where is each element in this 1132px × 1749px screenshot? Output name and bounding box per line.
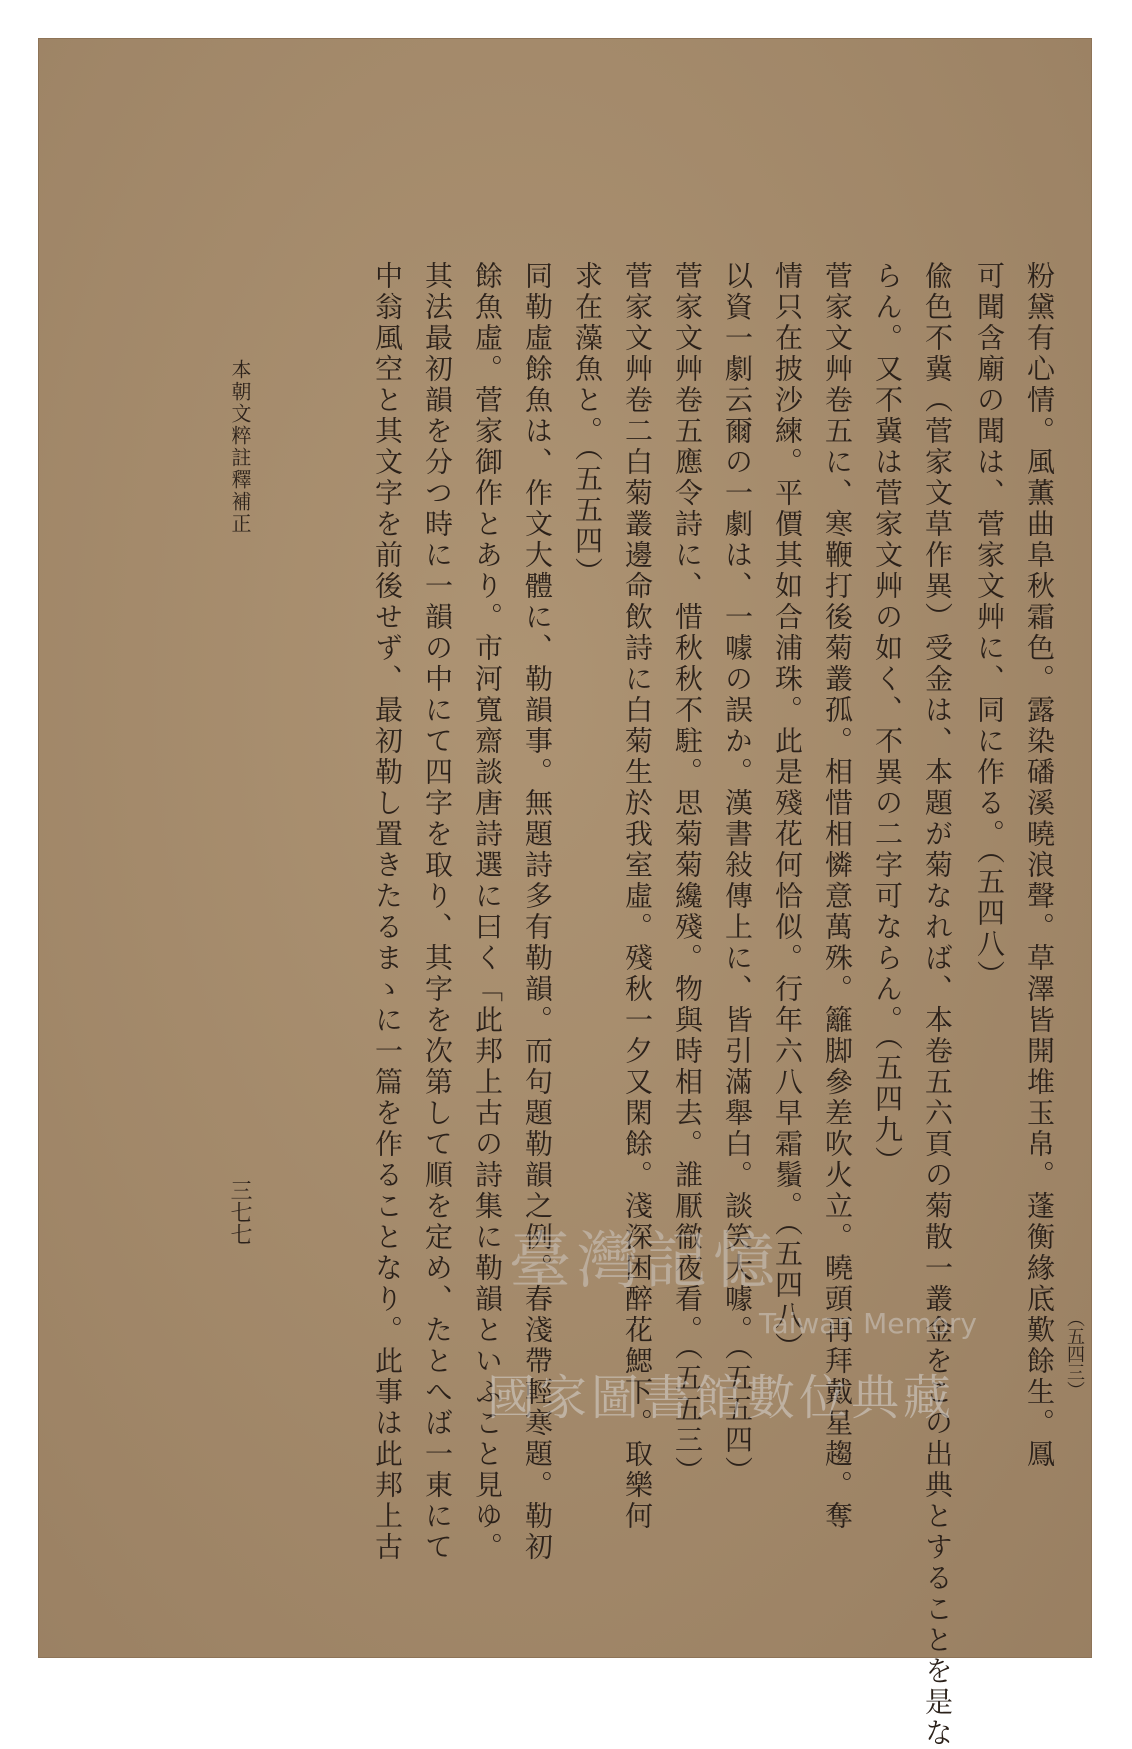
- text-column: 菅家文艸卷五に、寒鞭打後菊叢孤。相惜相憐意萬殊。籬脚參差吹火立。曉頭再拜戴星趨。奪: [821, 261, 854, 1532]
- book-page: [38, 38, 1092, 1749]
- text-column: らん。又不冀は菅家文艸の如く、不異の二字可ならん。（五四九）: [871, 261, 904, 1177]
- page-number: 三七七: [227, 1179, 252, 1245]
- annotation-number: （五四三）: [1064, 1309, 1085, 1399]
- text-column: 菅家文艸卷五應令詩に、惜秋秋不駐。思菊菊纔殘。物與時相去。誰厭徹夜看。（五五三）: [671, 261, 704, 1487]
- text-column: 粉黛有心情。風薫曲阜秋霜色。露染磻溪曉浪聲。草澤皆開堆玉帛。蓬衡緣底歎餘生。鳳: [1023, 261, 1056, 1470]
- watermark-logo-text: 臺灣記憶: [509, 1224, 782, 1297]
- text-column: 可聞含廟の聞は、菅家文艸に、同に作る。（五四八）: [973, 261, 1006, 991]
- text-column: 中翁風空と其文字を前後せず、最初勒し置きたるまゝに一篇を作ることなり。此事は此邦上古: [371, 261, 404, 1563]
- text-column: 菅家文艸卷二白菊叢邊命飲詩に白菊生於我室虛。殘秋一夕又閑餘。淺深困醉花鰓下。取樂何: [621, 261, 654, 1532]
- text-column: 情只在披沙練。平價其如合浦珠。此是殘花何恰似。行年六八早霜鬚。（五四八）: [771, 261, 804, 1363]
- text-column: 求在藻魚と。（五五四）: [571, 261, 604, 588]
- watermark-logo-sub: Taiwan Memory: [759, 1307, 977, 1340]
- running-head: 本朝文粹註釋補正: [228, 359, 252, 535]
- text-column: 偸色不冀（菅家文草作異）受金は、本題が菊なれば、本卷五六頁の菊散一叢金をこの出典とすることを是な: [921, 261, 954, 1749]
- text-column: 其法最初韻を分つ時に一韻の中にて四字を取り、其字を次第して順を定め、たとへば一東にて: [421, 261, 454, 1563]
- watermark-library-name: 國家圖書館數位典藏: [487, 1370, 956, 1426]
- text-column: 餘魚虛。菅家御作とあり。市河寬齋談唐詩選に曰く「此邦上古の詩集に勒韻といふこと見ゆ。: [471, 261, 504, 1563]
- text-column: 同勒虛餘魚は、作文大體に、勒韻事。無題詩多有勒韻。而句題勒韻之例。春淺帶輕寒題。勒初: [521, 261, 554, 1563]
- text-column: 以資一劇云爾の一劇は、一噱の誤か。漢書敍傳上に、皆引滿舉白。談笑大噱。（五五四）: [721, 261, 754, 1487]
